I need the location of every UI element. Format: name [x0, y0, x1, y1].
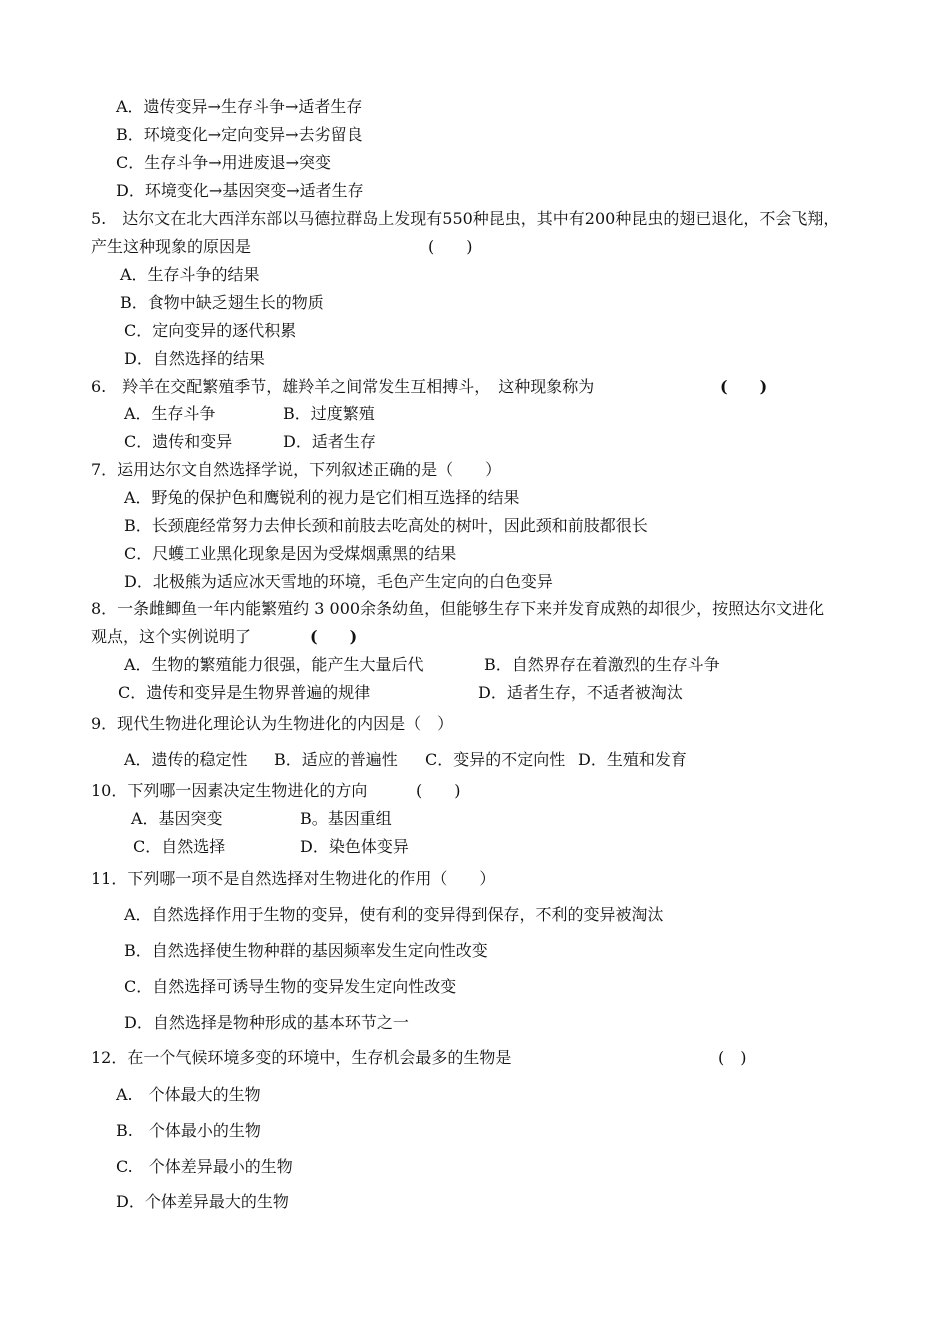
q4-option-c: C．生存斗争→用进废退→突变 [116, 153, 332, 172]
q5-stem-line1: 5. 达尔文在北大西洋东部以马德拉群岛上发现有550种昆虫，其中有200种昆虫的翅已退化，不会飞翔， [91, 209, 840, 228]
q6-stem: 6. 羚羊在交配繁殖季节，雄羚羊之间常发生互相搏斗， 这种现象称为 [91, 377, 595, 396]
q6-option-c: C．遗传和变异 [124, 432, 233, 451]
q8-option-d: D．适者生存，不适者被淘汰 [478, 683, 683, 702]
q6-option-a: A．生存斗争 [124, 404, 216, 423]
q12-option-b: B. 个体最小的生物 [116, 1121, 261, 1140]
q9-option-b: B．适应的普遍性 [274, 750, 398, 769]
q7-option-c: C．尺蠖工业黑化现象是因为受煤烟熏黑的结果 [124, 544, 457, 563]
q11-stem: 11．下列哪一项不是自然选择对生物进化的作用（ ） [91, 869, 496, 888]
q8-answer-paren: ( ) [310, 627, 358, 646]
q9-option-d: D．生殖和发育 [578, 750, 687, 769]
q6-option-d: D．适者生存 [283, 432, 376, 451]
q5-option-a: A．生存斗争的结果 [120, 265, 260, 284]
q11-option-c: C．自然选择可诱导生物的变异发生定向性改变 [124, 977, 457, 996]
q8-option-b: B．自然界存在着激烈的生存斗争 [484, 655, 720, 674]
q7-option-b: B．长颈鹿经常努力去伸长颈和前肢去吃高处的树叶，因此颈和前肢都很长 [124, 516, 648, 535]
q6-answer-paren: ( ) [720, 377, 768, 396]
q12-stem: 12．在一个气候环境多变的环境中，生存机会最多的生物是 [91, 1048, 512, 1067]
q10-option-a: A．基因突变 [131, 809, 223, 828]
q4-option-b: B．环境变化→定向变异→去劣留良 [116, 125, 363, 144]
q5-stem-line2: 产生这种现象的原因是 [91, 237, 252, 256]
q10-option-b: B。基因重组 [300, 809, 392, 828]
q12-option-d: D．个体差异最大的生物 [116, 1192, 289, 1211]
q8-option-a: A．生物的繁殖能力很强，能产生大量后代 [124, 655, 424, 674]
q4-option-d: D．环境变化→基因突变→适者生存 [116, 181, 364, 200]
q9-stem: 9．现代生物进化理论认为生物进化的内因是（ ） [91, 714, 454, 733]
q11-option-a: A．自然选择作用于生物的变异，使有利的变异得到保存，不利的变异被淘汰 [124, 905, 664, 924]
q7-option-d: D．北极熊为适应冰天雪地的环境，毛色产生定向的白色变异 [124, 572, 553, 591]
q12-option-a: A. 个体最大的生物 [116, 1085, 261, 1104]
q11-option-b: B．自然选择使生物种群的基因频率发生定向性改变 [124, 941, 488, 960]
q5-option-b: B．食物中缺乏翅生长的物质 [120, 293, 324, 312]
q11-option-d: D．自然选择是物种形成的基本环节之一 [124, 1013, 409, 1032]
q4-option-a: A．遗传变异→生存斗争→适者生存 [116, 97, 363, 116]
q12-answer-paren: ( ) [718, 1048, 747, 1067]
q10-stem: 10．下列哪一因素决定生物进化的方向 [91, 781, 368, 800]
q10-option-c: C．自然选择 [133, 837, 226, 856]
q8-stem-line1: 8．一条雌鲫鱼一年内能繁殖约 3 000余条幼鱼，但能够生存下来并发育成熟的却很少，按照达尔文进化 [91, 599, 825, 618]
q5-answer-paren: ( ) [428, 237, 473, 256]
q9-option-a: A．遗传的稳定性 [124, 750, 248, 769]
q10-option-d: D．染色体变异 [300, 837, 409, 856]
q8-option-c: C．遗传和变异是生物界普遍的规律 [118, 683, 371, 702]
q5-option-c: C．定向变异的逐代积累 [124, 321, 297, 340]
q5-option-d: D．自然选择的结果 [124, 349, 265, 368]
q12-option-c: C. 个体差异最小的生物 [116, 1157, 293, 1176]
q7-option-a: A．野兔的保护色和鹰锐利的视力是它们相互选择的结果 [124, 488, 520, 507]
q10-answer-paren: ( ) [416, 781, 461, 800]
q6-option-b: B．过度繁殖 [283, 404, 375, 423]
q7-stem: 7．运用达尔文自然选择学说，下列叙述正确的是（ ） [91, 460, 502, 479]
q8-stem-line2: 观点，这个实例说明了 [91, 627, 252, 646]
q9-option-c: C．变异的不定向性 [425, 750, 566, 769]
